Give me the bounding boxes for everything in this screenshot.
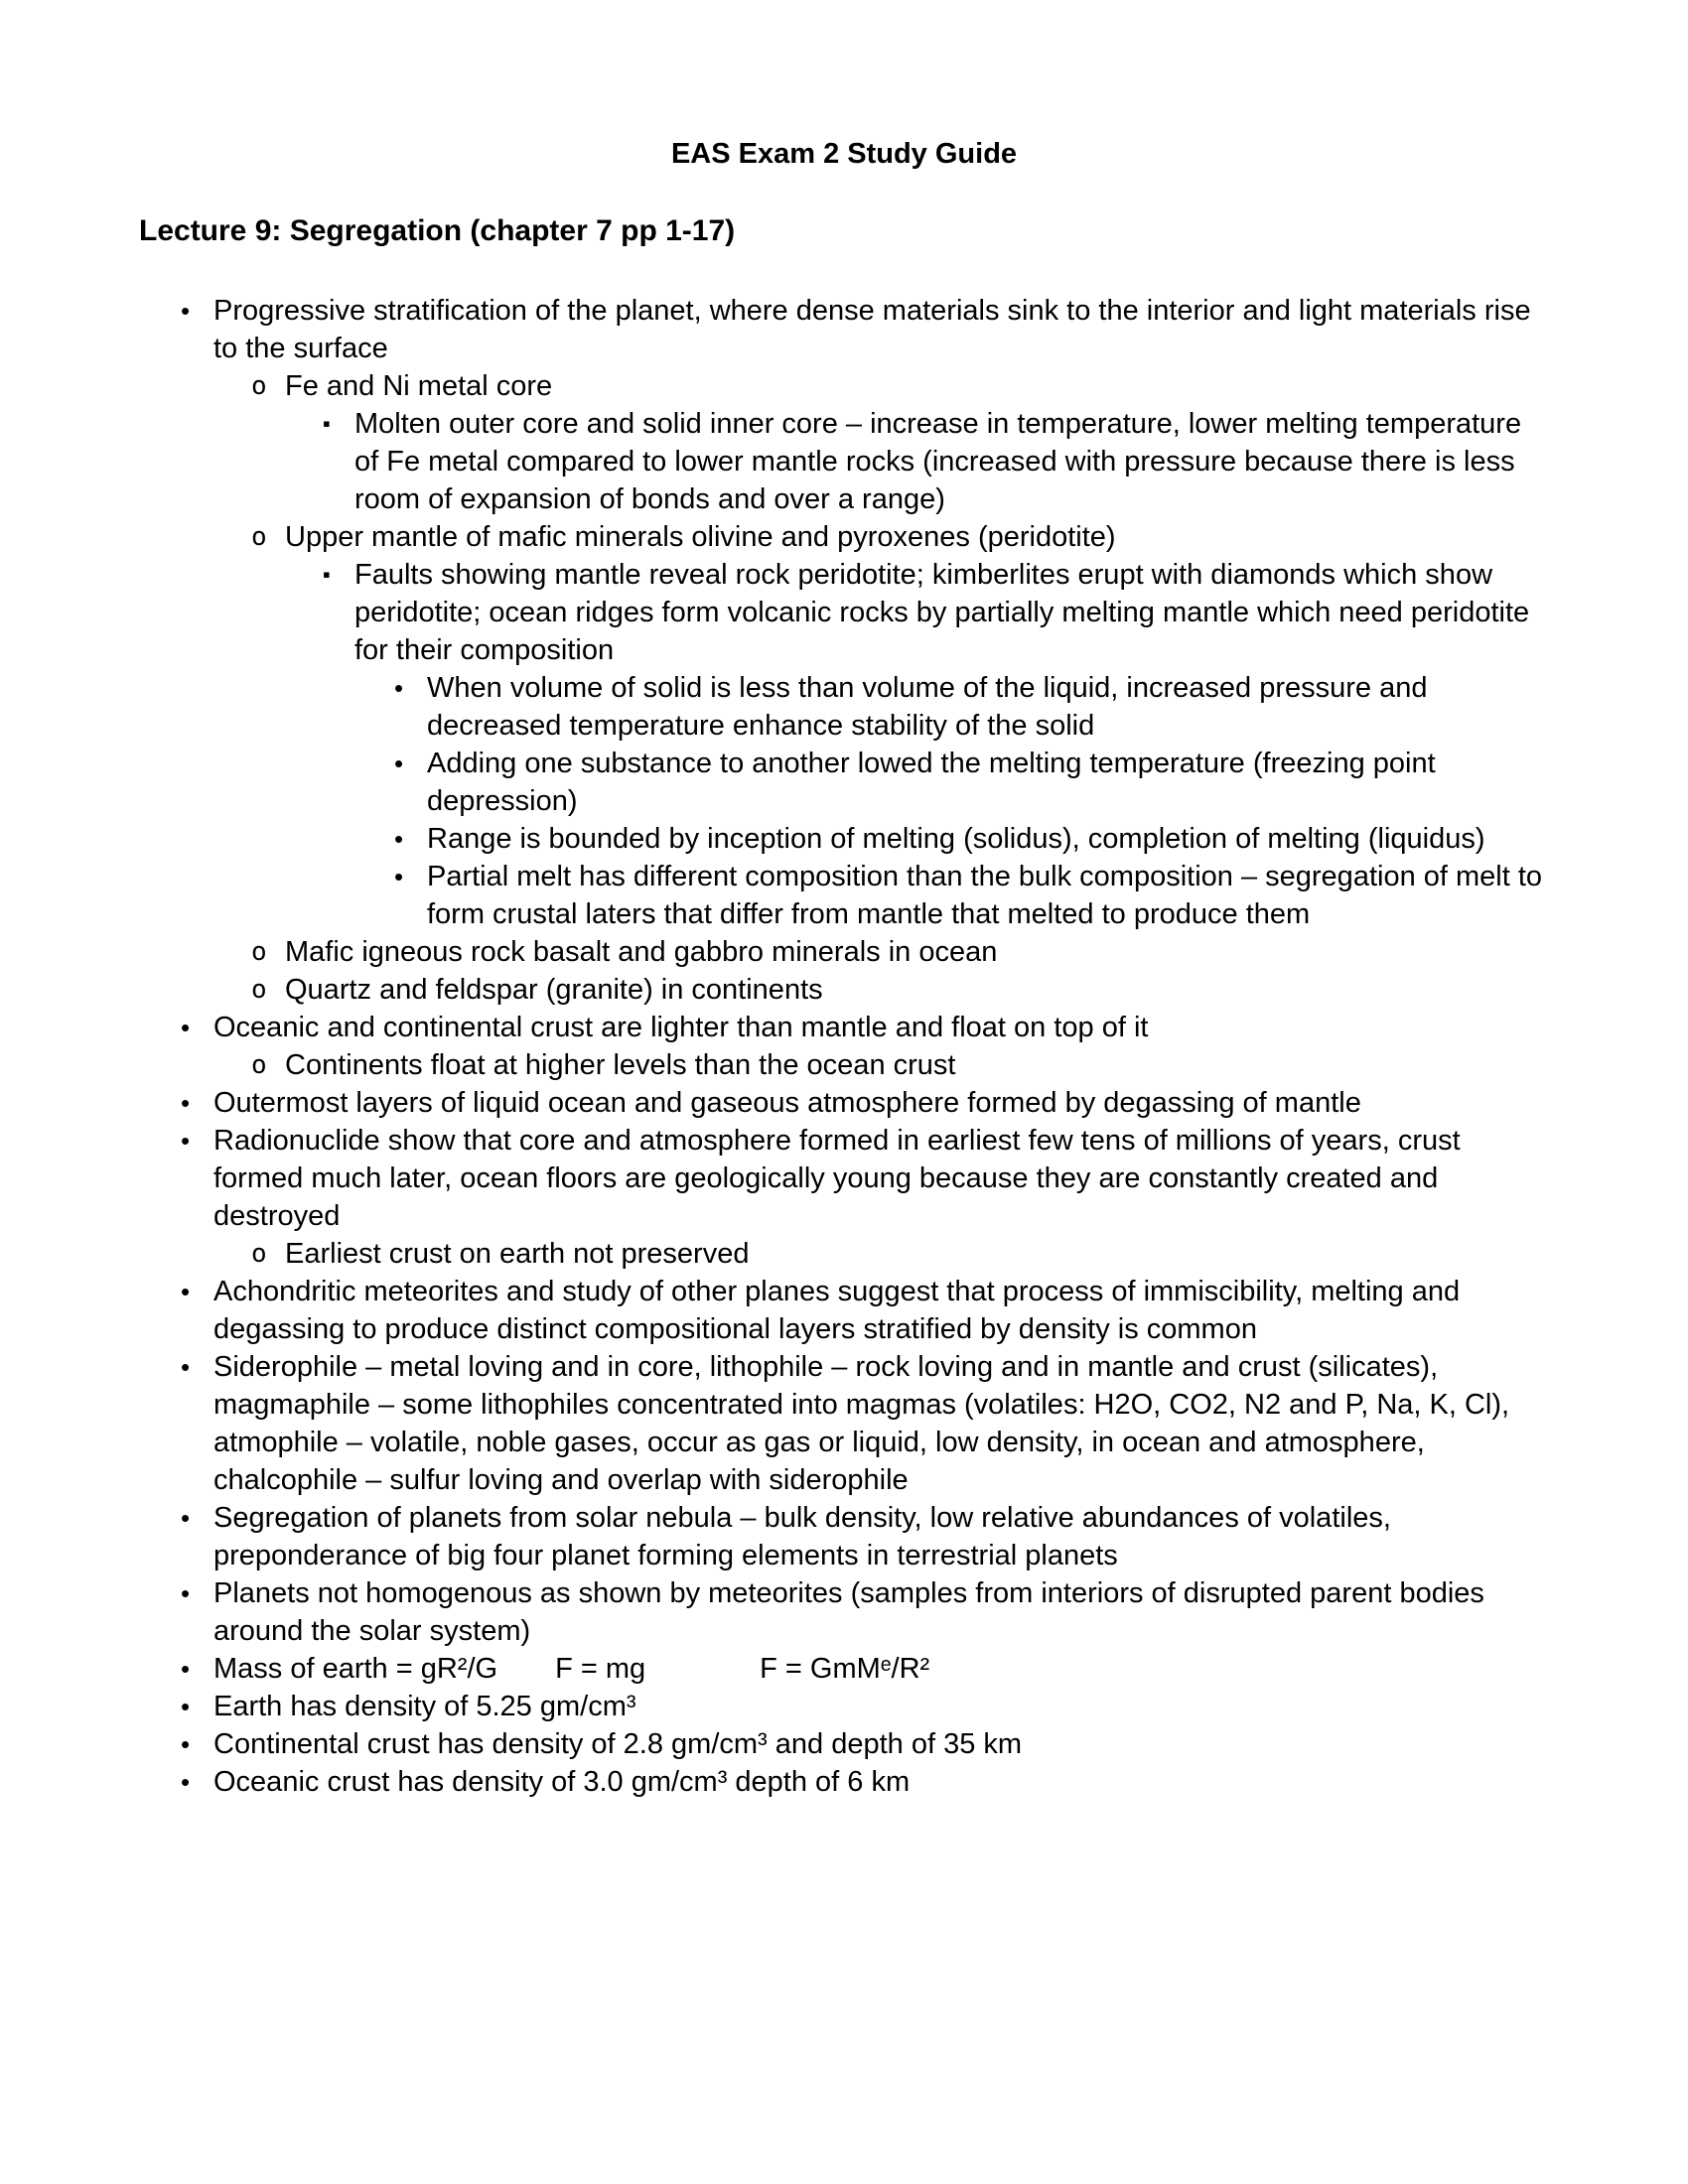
list-item-text: Range is bounded by inception of melting (solidus), completion of melting (liquidus) [427, 823, 1485, 855]
list-item-text: Oceanic and continental crust are lighter than mantle and float on top of it [213, 1012, 1149, 1043]
bullet-circle-icon: o [251, 371, 267, 401]
formula-mass-of-earth: Mass of earth = gR²/G [213, 1653, 498, 1685]
formula-f-gravity: F = GmMᵉ/R² [760, 1653, 930, 1685]
bullet-disc-icon: • [394, 749, 404, 778]
bullet-disc-icon: • [181, 1352, 191, 1382]
list-item-text: Upper mantle of mafic minerals olivine and pyroxenes (peridotite) [285, 521, 1116, 553]
list-item-text: Earth has density of 5.25 gm/cm³ [213, 1691, 636, 1722]
list-item [139, 933, 1549, 971]
list-item [139, 518, 1549, 556]
list-item [139, 669, 1549, 745]
list-item-text: Achondritic meteorites and study of other planes suggest that process of immiscibility, melting and degassing to produce distinct compositional layers stratified by density is common [213, 1276, 1461, 1345]
formula-f-mg: F = mg [555, 1653, 646, 1685]
bullet-disc-icon: • [181, 1578, 191, 1608]
list-item [139, 1122, 1549, 1235]
bullet-disc-icon: • [394, 673, 404, 703]
list-item-text: Progressive stratification of the planet, where dense materials sink to the interior and light materials rise to the surface [213, 295, 1531, 364]
list-item-text: Molten outer core and solid inner core – increase in temperature, lower melting temperature of Fe metal compared to lower mantle rocks (increased with pressure because there is less room of expansion of bonds and over a range) [354, 408, 1522, 515]
list-item-text: Continents float at higher levels than the ocean crust [285, 1049, 956, 1081]
formula-row [213, 1650, 1549, 1688]
list-item-text: Partial melt has different composition than the bulk composition – segregation of melt to form crustal laters that differ from mantle that melted to produce them [427, 861, 1543, 930]
list-item-text: Oceanic crust has density of 3.0 gm/cm³ depth of 6 km [213, 1766, 911, 1798]
list-item [139, 971, 1549, 1009]
section-heading: Lecture 9: Segregation (chapter 7 pp 1-17) [139, 214, 736, 247]
bullet-circle-icon: o [251, 937, 267, 967]
list-item [139, 556, 1549, 669]
list-item-text: Planets not homogenous as shown by meteorites (samples from interiors of disrupted parent bodies around the solar system) [213, 1577, 1484, 1647]
bullet-circle-icon: o [251, 522, 267, 552]
bullet-square-icon: ▪ [323, 411, 331, 436]
list-item [139, 405, 1549, 518]
list-item [139, 1763, 1549, 1801]
bullet-disc-icon: • [181, 1692, 191, 1721]
list-item-text: Faults showing mantle reveal rock peridotite; kimberlites erupt with diamonds which show peridotite; ocean ridges form volcanic rocks by partially melting mantle which need peridotite for their composition [354, 559, 1530, 666]
bullet-disc-icon: • [181, 1767, 191, 1797]
bullet-disc-icon: • [181, 1503, 191, 1533]
list-item [139, 1046, 1549, 1084]
list-item [139, 292, 1549, 367]
list-item-text: Adding one substance to another lowed the melting temperature (freezing point depression) [427, 748, 1436, 817]
list-item [139, 1348, 1549, 1499]
list-item [139, 1273, 1549, 1348]
list-item-text: Segregation of planets from solar nebula – bulk density, low relative abundances of volatiles, preponderance of big four planet forming elements in terrestrial planets [213, 1502, 1391, 1571]
bullet-square-icon: ▪ [323, 562, 331, 587]
list-item-text: Radionuclide show that core and atmosphere formed in earliest few tens of millions of years, crust formed much later, ocean floors are geologically young because they are constantly created and destroyed [213, 1125, 1461, 1232]
list-item [139, 1574, 1549, 1650]
list-item [139, 367, 1549, 405]
list-item-text: Continental crust has density of 2.8 gm/cm³ and depth of 35 km [213, 1728, 1023, 1760]
bullet-disc-icon: • [394, 824, 404, 854]
bullet-disc-icon: • [394, 862, 404, 891]
bullet-disc-icon: • [181, 1654, 191, 1684]
list-item [139, 1235, 1549, 1273]
bullet-circle-icon: o [251, 1239, 267, 1269]
list-item [139, 820, 1549, 858]
list-item-text: Earliest crust on earth not preserved [285, 1238, 750, 1270]
list-item [139, 1725, 1549, 1763]
list-item-text: Outermost layers of liquid ocean and gaseous atmosphere formed by degassing of mantle [213, 1087, 1361, 1119]
list-item [139, 1499, 1549, 1574]
list-item formula-item [139, 1650, 1549, 1688]
list-item [139, 1009, 1549, 1046]
list-item [139, 1084, 1549, 1122]
bullet-circle-icon: o [251, 975, 267, 1005]
list-item-text: Siderophile – metal loving and in core, lithophile – rock loving and in mantle and crust (silicates), magmaphile – some lithophiles concentrated into magmas (volatiles: H2O, CO2, N2 and P, Na, K, Cl), atmophile – volatile, noble gases, occur as gas or liquid, low density, in ocean and atmosphere, chalcophile – sulfur loving and overlap with siderophile [213, 1351, 1510, 1496]
list-item-text: Fe and Ni metal core [285, 370, 553, 402]
list-item [139, 1688, 1549, 1725]
bullet-disc-icon: • [181, 1088, 191, 1118]
bullet-disc-icon: • [181, 1126, 191, 1156]
bullet-disc-icon: • [181, 1277, 191, 1306]
list-item [139, 858, 1549, 933]
list-item-text: Mafic igneous rock basalt and gabbro minerals in ocean [285, 936, 998, 968]
list-item-text: Quartz and feldspar (granite) in continents [285, 974, 823, 1006]
bullet-disc-icon: • [181, 296, 191, 326]
document-title: EAS Exam 2 Study Guide [670, 138, 1018, 170]
bullet-disc-icon: • [181, 1729, 191, 1759]
bullet-circle-icon: o [251, 1050, 267, 1080]
bullet-disc-icon: • [181, 1013, 191, 1042]
list-item [139, 745, 1549, 820]
list-item-text: When volume of solid is less than volume of the liquid, increased pressure and decreased temperature enhance stability of the solid [427, 672, 1428, 742]
